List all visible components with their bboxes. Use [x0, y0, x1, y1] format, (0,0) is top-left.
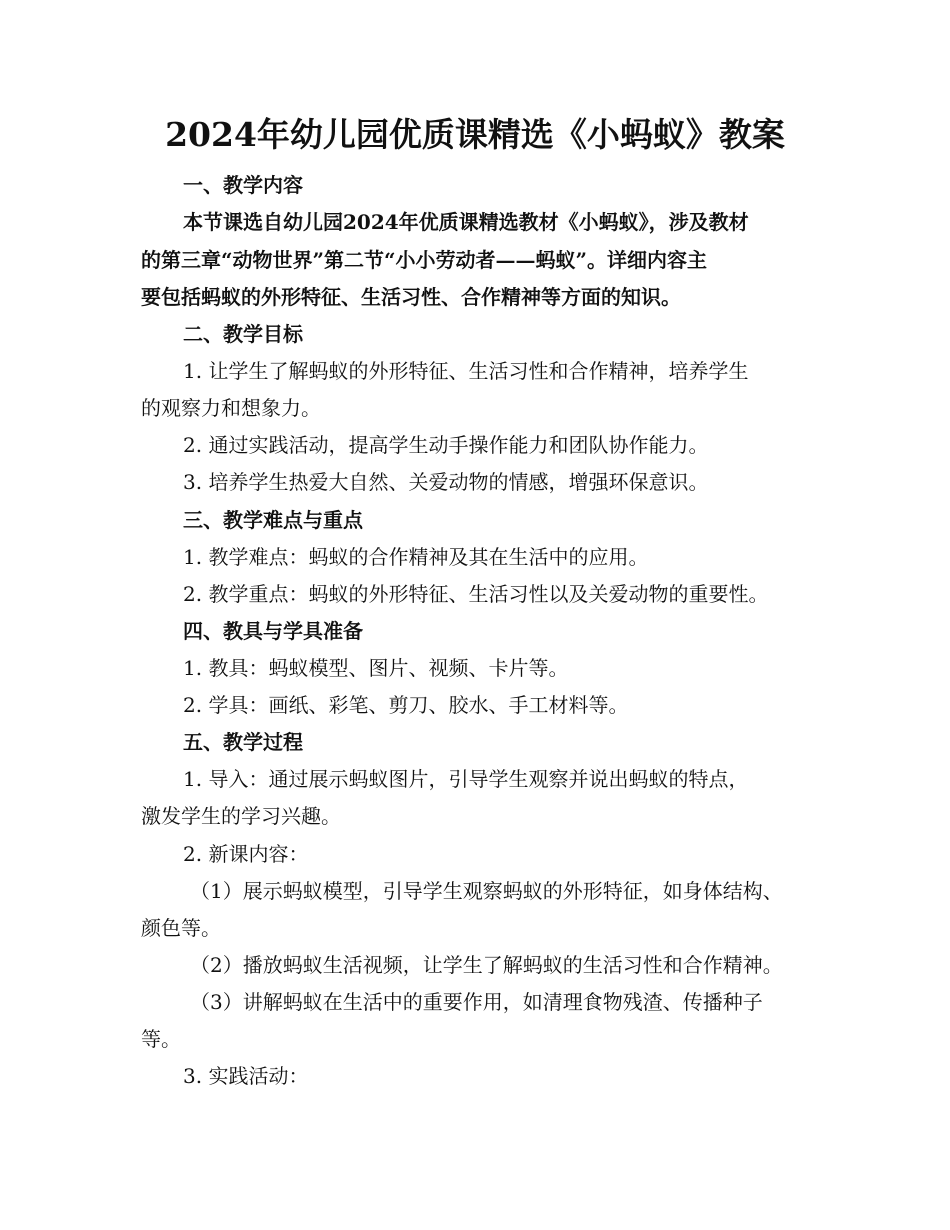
paragraph-line: 的第三章“动物世界”第二节“小小劳动者——蚂蚁”。详细内容主: [141, 248, 708, 272]
section-heading-objectives: 二、教学目标: [183, 322, 303, 346]
paragraph-line: 等。: [141, 1027, 181, 1051]
paragraph-line: 的观察力和想象力。: [141, 396, 321, 420]
paragraph-line: （3）讲解蚂蚁在生活中的重要作用，如清理食物残渣、传播种子: [190, 990, 763, 1014]
paragraph-line: 3. 培养学生热爱大自然、关爱动物的情感，增强环保意识。: [183, 470, 709, 494]
paragraph-line: 1. 教具：蚂蚁模型、图片、视频、卡片等。: [183, 656, 569, 680]
paragraph-line: 激发学生的学习兴趣。: [141, 804, 341, 828]
section-heading-difficulties: 三、教学难点与重点: [183, 508, 363, 532]
paragraph-line: 1. 导入：通过展示蚂蚁图片，引导学生观察并说出蚂蚁的特点，: [183, 767, 749, 791]
paragraph-line: （1）展示蚂蚁模型，引导学生观察蚂蚁的外形特征，如身体结构、: [190, 879, 783, 903]
section-heading-process: 五、教学过程: [183, 730, 303, 754]
paragraph-line: 3. 实践活动：: [183, 1064, 309, 1088]
paragraph-line: 2. 通过实践活动，提高学生动手操作能力和团队协作能力。: [183, 433, 709, 457]
paragraph-line: 2. 教学重点：蚂蚁的外形特征、生活习性以及关爱动物的重要性。: [183, 582, 769, 606]
document-title: 2024年幼儿园优质课精选《小蚂蚁》教案: [165, 115, 785, 154]
paragraph-line: 颜色等。: [141, 916, 221, 940]
paragraph-line: 1. 教学难点：蚂蚁的合作精神及其在生活中的应用。: [183, 545, 649, 569]
paragraph-line: （2）播放蚂蚁生活视频，让学生了解蚂蚁的生活习性和合作精神。: [190, 953, 783, 977]
paragraph-line: 2. 新课内容：: [183, 842, 309, 866]
paragraph-line: 2. 学具：画纸、彩笔、剪刀、胶水、手工材料等。: [183, 693, 629, 717]
paragraph-line: 1. 让学生了解蚂蚁的外形特征、生活习性和合作精神，培养学生: [183, 359, 749, 383]
paragraph-line: 本节课选自幼儿园2024年优质课精选教材《小蚂蚁》，涉及教材: [183, 210, 749, 234]
section-heading-content: 一、教学内容: [183, 173, 303, 197]
section-heading-materials: 四、教具与学具准备: [183, 619, 363, 643]
paragraph-line: 要包括蚂蚁的外形特征、生活习性、合作精神等方面的知识。: [141, 285, 681, 309]
